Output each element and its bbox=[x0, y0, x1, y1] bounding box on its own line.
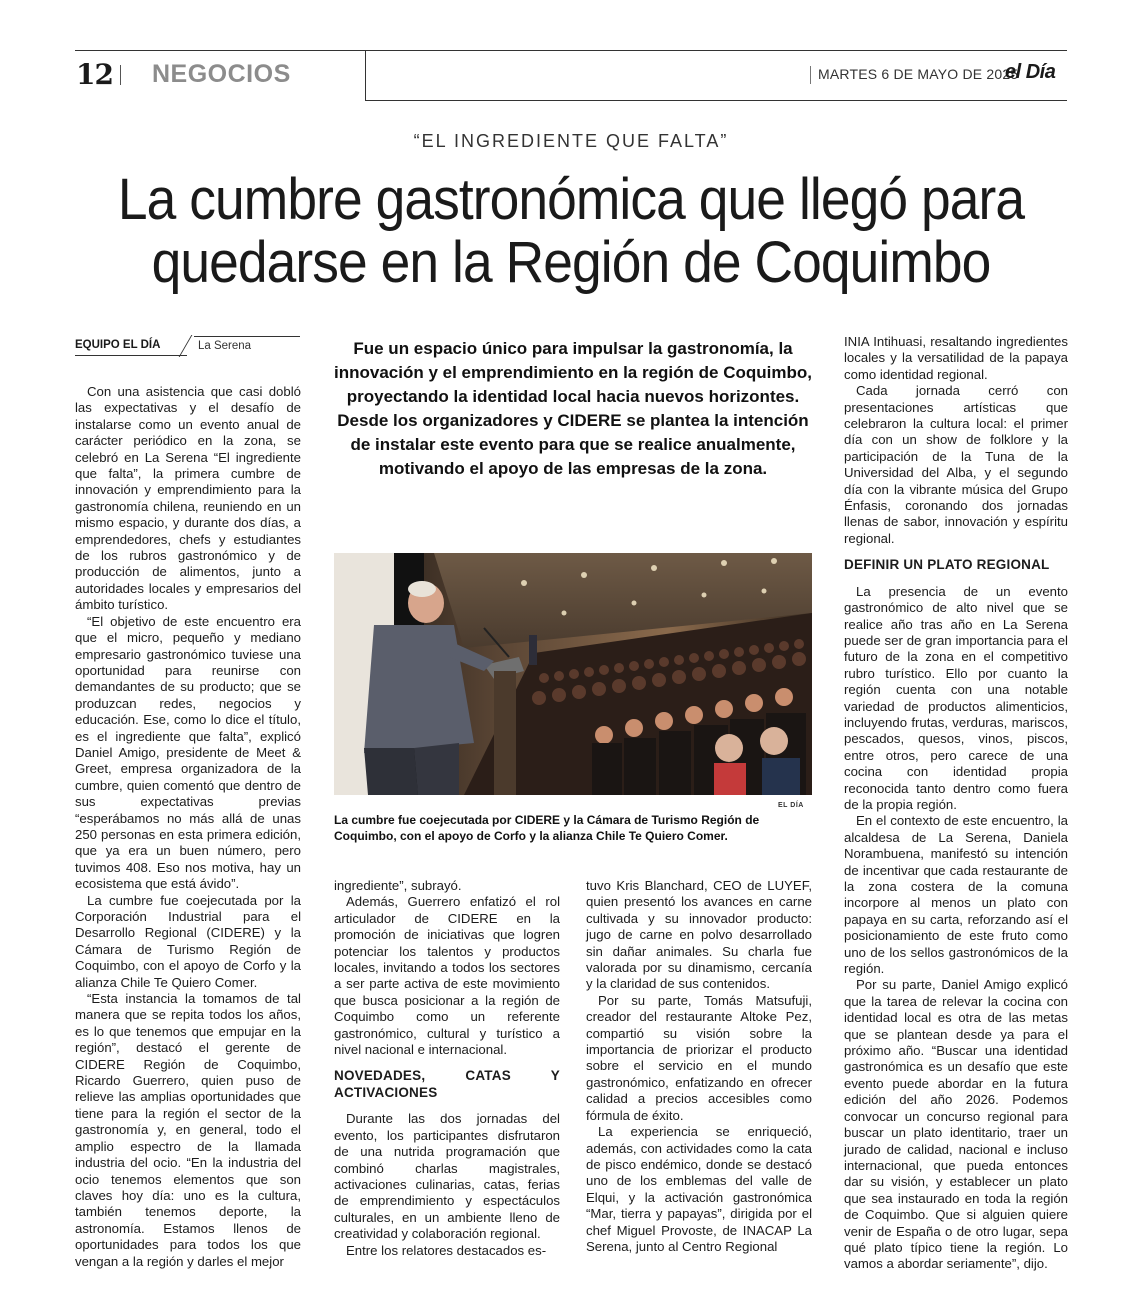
article-column-3 bbox=[586, 878, 812, 1255]
paragraph: Por su parte, Daniel Amigo explicó que la tarea de relevar la cocina con identidad local es otra de las metas que se plantean desde ya para el próximo año. “Buscar una identidad gastronómica es un desafío que este evento puede abordar en la futura edición del año 2026. Podemos convocar un concurso regional para buscar un plato identitario, traer un jurado de calidad, nacional e incluso internacional, que pueda entonces dar su visión, y establecer un plato que sea instaurado en toda la región de Coquimbo. Que si alguien quiere venir de España o de otro lugar, sepa qué plato típico tiene la región. Lo vamos a abordar seriamente”, dijo. bbox=[844, 977, 1068, 1272]
paragraph: tuvo Kris Blanchard, CEO de LUYEF, quien presentó los avances en carne cultivada y su innovador producto: jugo de carne en polvo desarrollado sin dañar animales. Su charla fue valorada por su dinamismo, cercanía y la claridad de sus contenidos. bbox=[586, 878, 812, 992]
paragraph: Con una asistencia que casi dobló las expectativas y el desafío de instalarse como un evento anual de carácter periódico en la zona, se celebró en La Serena “El ingrediente que falta”, la primera cumbre de innovación y emprendimiento para la gastronomía chilena, reuniendo en un mismo espacio, y durante dos días, a emprendedores, chefs y estudiantes de los rubros gastronómico y de producción de alimentos, junto a autoridades locales y empresarios del ámbito turístico. bbox=[75, 384, 301, 613]
paragraph: Además, Guerrero enfatizó el rol articulador de CIDERE en la promoción de iniciativas que logren potenciar los talentos y productos locales, invitando a todos los sectores a ser parte activa de este movimiento que busca posicionar a la región de Coquimbo como un referente gastronómico, cultural y turístico a nivel nacional e internacional. bbox=[334, 894, 560, 1058]
paragraph: Entre los relatores destacados es- bbox=[346, 1242, 547, 1258]
paragraph: La presencia de un evento gastronómico de alto nivel que se realice año tras año en La Serena puede ser de gran importancia para el futuro de la zona en el competitivo rubro turístico. Ello por cuanto la región cuenta con una notable variedad de productos alimenticios, incluyendo frutas, verduras, mariscos, pescados, quesos, vinos, piscos, entre otros, pero carece de una cocina con identidad propia reconocida tanto dentro como fuera de la propia región. bbox=[844, 583, 1068, 812]
paragraph: La cumbre fue coejecutada por la Corporación Industrial para el Desarrollo Regional (CIDERE) y la Cámara de Turismo Región de Coquimbo, con el apoyo de Corfo y la alianza Chile Te Quiero Comer. bbox=[75, 892, 301, 990]
paragraph: INIA Intihuasi, resaltando ingredientes locales y la versatilidad de la papaya como identidad regional. bbox=[844, 334, 1068, 382]
paragraph: Cada jornada cerró con presentaciones artísticas que celebraron la cultura local: el primer día con un show de folklore y la participación de la Tuna de la Universidad del Alba, y el segundo día con la vibrante música del Grupo Énfasis, coronando dos jornadas llenas de sabor, innovación y espíritu regional. bbox=[844, 383, 1068, 546]
header-top-rule bbox=[75, 50, 1067, 51]
paragraph: La experiencia se enriqueció, además, con actividades como la cata de pisco endémico, donde se destacó uno de los emblemas del valle de Elqui, y la activación gastronómica “Mar, tierra y papayas”, dirigida por el chef Miguel Provoste, de INACAP La Serena, junto al Centro Regional bbox=[586, 1124, 812, 1254]
paragraph: Durante las dos jornadas del evento, los participantes disfrutaron de una nutrida programación que combinó charlas magistrales, activaciones culinarias, catas, ferias de emprendimiento y espectáculos culturales, en un ambiente lleno de creatividad y colaboración regional. bbox=[334, 1111, 560, 1242]
article-column-4 bbox=[844, 334, 1068, 1273]
article-headline bbox=[101, 168, 1041, 294]
article-kicker: “EL INGREDIENTE QUE FALTA” bbox=[413, 131, 729, 151]
headline-line-1: La cumbre gastronómica que llegó para bbox=[117, 167, 1025, 232]
paragraph: En el contexto de este encuentro, la alcaldesa de La Serena, Daniela Norambuena, manifestó su intención de incentivar que cada restaurante de la zona costera de la comuna incorpore al menos un plato con papaya en su carta, reforzando así el posicionamiento de este fruto como uno de los sellos gastronómicos de la región. bbox=[844, 813, 1068, 977]
article-column-2 bbox=[334, 878, 560, 1259]
article-column-1 bbox=[75, 384, 301, 1270]
paragraph: “El objetivo de este encuentro era que el micro, pequeño y mediano empresario gastronómico tuviese una oportunidad para reunirse con demandantes de su producto; que se produzcan redes, negocios y educación. Ese, como lo dice el título, es el ingrediente que falta”, explicó Daniel Amigo, presidente de Meet & Greet, empresa organizadora de la cumbre, quien comentó que dentro de sus expectativas previas “esperábamos no más allá de unas 250 personas en esta primera edición, que ya era un buen número, pero tuvimos 408. Eso nos motiva, hay un ecosistema que está ávido”. bbox=[75, 613, 301, 892]
section-name: NEGOCIOS bbox=[152, 60, 291, 88]
byline-slash bbox=[179, 335, 194, 357]
newspaper-logo: el Día bbox=[1005, 61, 1056, 83]
page-number: 12 bbox=[76, 58, 113, 91]
photo-credit: EL DÍA bbox=[778, 802, 804, 809]
header-separator bbox=[120, 65, 121, 85]
subheading: NOVEDADES, CATAS Y ACTIVACIONES bbox=[334, 1068, 560, 1100]
photo-caption: La cumbre fue coejecutada por CIDERE y la Cámara de Turismo Región de Coquimbo, con el apoyo de Corfo y la alianza Chile Te Quiero Comer. bbox=[334, 813, 760, 843]
issue-date: MARTES 6 DE MAYO DE 2025 bbox=[818, 66, 1019, 82]
event-photo-illustration bbox=[334, 553, 812, 795]
subheading: DEFINIR UN PLATO REGIONAL bbox=[844, 557, 1050, 573]
date-separator bbox=[810, 66, 811, 84]
dateline-city: La Serena bbox=[198, 340, 252, 352]
headline-line-2: quedarse en la Región de Coquimbo bbox=[151, 230, 991, 295]
byline: EQUIPO EL DÍA bbox=[75, 339, 161, 351]
header-divider bbox=[365, 51, 366, 101]
event-photo bbox=[334, 553, 812, 795]
paragraph: Por su parte, Tomás Matsufuji, creador del restaurante Altoke Pez, compartió su visión sobre la importancia de priorizar el producto sobre el servicio en el mundo gastronómico, enfatizando en ofrecer calidad a precios accesibles como fórmula de éxito. bbox=[586, 992, 812, 1123]
paragraph: “Esta instancia la tomamos de tal manera que se repita todos los años, es lo que tenemos que empujar en la región”, destacó el gerente de CIDERE Región de Coquimbo, Ricardo Guerrero, quien puso de relieve las amplias oportunidades que tiene para la región el sector de la gastronomía y, en general, todo el amplio espectro de la llamada industria del ocio. “En la industria del ocio tenemos elementos que son claves hoy día: uno es la cultura, también tenemos deporte, la astronomía. Estamos llenos de oportunidades para todos los que vengan a la región y darles el mejor bbox=[75, 991, 301, 1269]
article-dek: Fue un espacio único para impulsar la gastronomía, la innovación y el emprendimiento en la región de Coquimbo, proyectando la identidad local hacia nuevos horizontes. Desde los organizadores y CIDERE se plantea la intención de instalar este evento para que se realice anualmente, motivando el apoyo de las empresas de la zona. bbox=[334, 339, 812, 478]
header-bottom-rule bbox=[365, 100, 1067, 101]
city-rule bbox=[194, 336, 300, 337]
paragraph: ingrediente”, subrayó. bbox=[334, 878, 462, 893]
byline-rule bbox=[75, 355, 187, 356]
